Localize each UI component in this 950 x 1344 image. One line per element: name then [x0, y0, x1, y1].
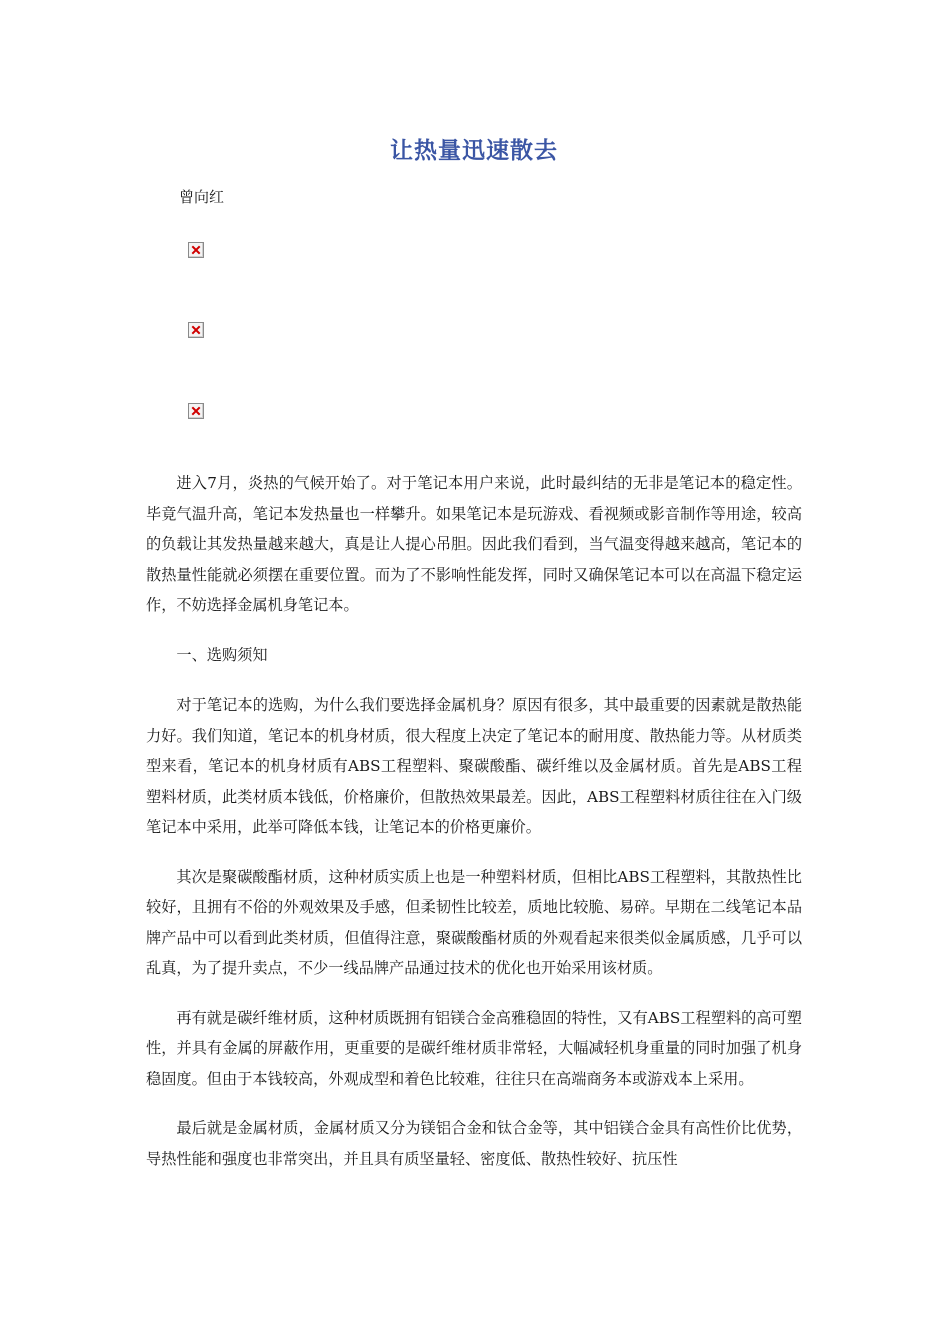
article-body — [146, 468, 802, 1193]
paragraph-4: 最后就是金属材质，金属材质又分为镁铝合金和钛合金等，其中铝镁合金具有高性价比优势，导热性能和强度也非常突出，并且具有质坚量轻、密度低、散热性较好、抗压性 — [146, 1119, 802, 1168]
broken-image-icon — [188, 403, 204, 419]
article-title: 让热量迅速散去 — [390, 138, 558, 164]
article-author: 曾向红 — [179, 188, 225, 206]
paragraph-intro: 进入7月，炎热的气候开始了。对于笔记本用户来说，此时最纠结的无非是笔记本的稳定性。毕竟气温升高，笔记本发热量也一样攀升。如果笔记本是玩游戏、看视频或影音制作等用途，较高的负载让其发热量越来越大，真是让人提心吊胆。因此我们看到，当气温变得越来越高，笔记本的散热量性能就必须摆在重要位置。而为了不影响性能发挥，同时又确保笔记本可以在高温下稳定运作，不妨选择金属机身笔记本。 — [146, 474, 802, 614]
section-heading: 一、选购须知 — [176, 645, 268, 664]
broken-image-icon — [188, 242, 204, 258]
paragraph-3: 再有就是碳纤维材质，这种材质既拥有铝镁合金高雅稳固的特性，又有ABS工程塑料的高可塑性，并具有金属的屏蔽作用，更重要的是碳纤维材质非常轻，大幅减轻机身重量的同时加强了机身稳固度。但由于本钱较高，外观成型和着色比较难，往往只在高端商务本或游戏本上采用。 — [146, 1008, 802, 1088]
paragraph-1: 对于笔记本的选购，为什么我们要选择金属机身？原因有很多，其中最重要的因素就是散热能力好。我们知道，笔记本的机身材质，很大程度上决定了笔记本的耐用度、散热能力等。从材质类型来看，笔记本的机身材质有ABS工程塑料、聚碳酸酯、碳纤维以及金属材质。首先是ABS工程塑料材质，此类材质本钱低，价格廉价，但散热效果最差。因此，ABS工程塑料材质往往在入门级笔记本中采用，此举可降低本钱，让笔记本的价格更廉价。 — [146, 696, 802, 836]
broken-image-icon — [188, 322, 204, 338]
paragraph-2: 其次是聚碳酸酯材质，这种材质实质上也是一种塑料材质，但相比ABS工程塑料，其散热性比较好，且拥有不俗的外观效果及手感，但柔韧性比较差，质地比较脆、易碎。早期在二线笔记本品牌产品中可以看到此类材质，但值得注意，聚碳酸酯材质的外观看起来很类似金属质感，几乎可以乱真，为了提升卖点，不少一线品牌产品通过技术的优化也开始采用该材质。 — [146, 867, 802, 977]
